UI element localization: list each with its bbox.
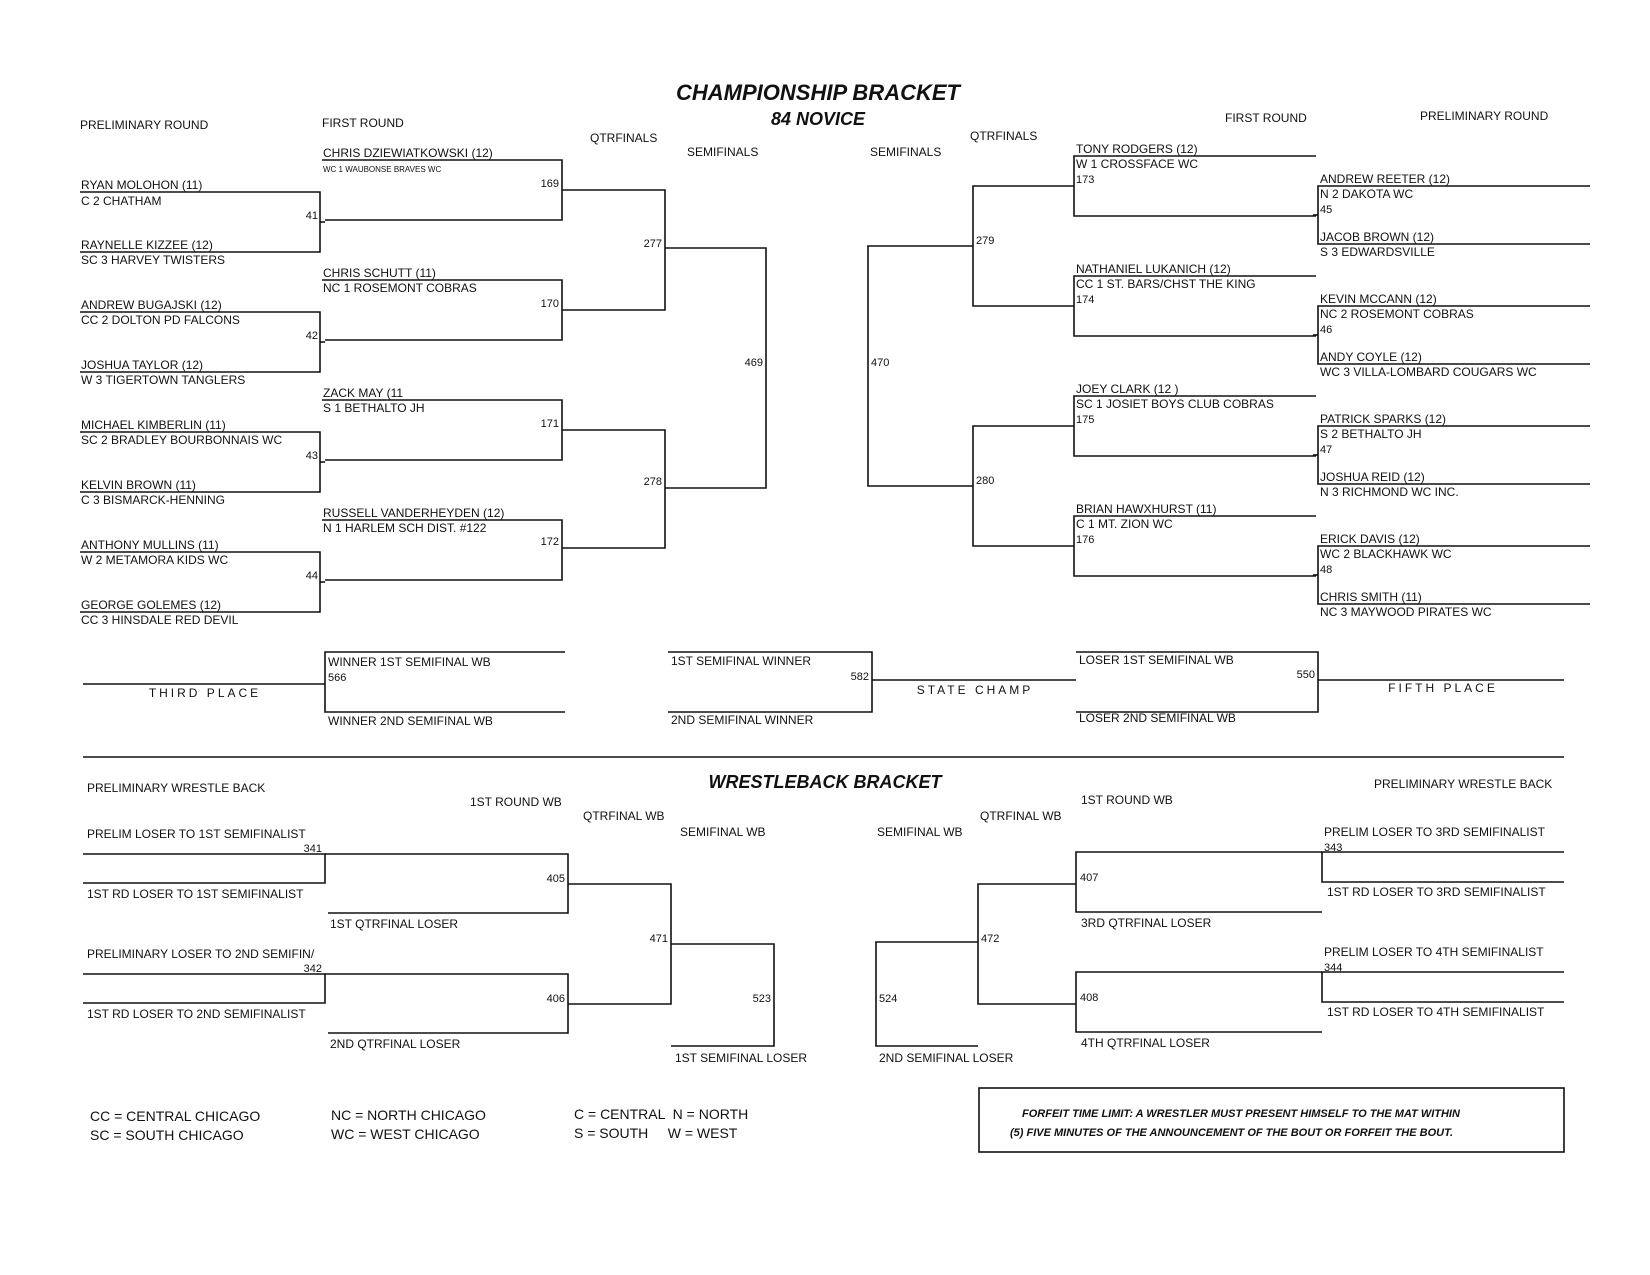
bout-number: 582 [850, 671, 869, 683]
bout-number: 44 [305, 570, 318, 582]
left-prelim [81, 178, 282, 627]
wb-entry: 1ST RD LOSER TO 1ST SEMIFINALIST [87, 887, 304, 901]
champ-top: 1ST SEMIFINAL WINNER [671, 654, 812, 668]
bout-number: 343 [1324, 842, 1343, 854]
wb-entry: PRELIMINARY LOSER TO 2ND SEMIFIN/ [87, 947, 315, 961]
wrestler-team: W 2 METAMORA KIDS WC [81, 553, 229, 567]
bracket-line [83, 974, 325, 1003]
wrestler-name: GEORGE GOLEMES (12) [81, 598, 222, 612]
wrestler-team: S 1 BETHALTO JH [323, 401, 425, 415]
wrestler-name: JACOB BROWN (12) [1320, 230, 1435, 244]
header-qtr-left: QTRFINALS [590, 131, 658, 145]
wrestler-name: ANTHONY MULLINS (11) [81, 538, 219, 552]
wrestler-team: C 1 MT. ZION WC [1076, 517, 1173, 531]
header-first-left: FIRST ROUND [322, 116, 404, 130]
header-wb-r1-right: 1ST ROUND WB [1081, 793, 1173, 807]
wrestler-name: ERICK DAVIS (12) [1320, 532, 1420, 546]
header-wb-prelim-left: PRELIMINARY WRESTLE BACK [87, 781, 266, 795]
bracket-line [325, 974, 568, 1033]
bracket-line [562, 190, 665, 310]
champ-bottom: 2ND SEMIFINAL WINNER [671, 713, 814, 727]
wrestler-team: W 3 TIGERTOWN TANGLERS [81, 373, 246, 387]
wrestler-name: CHRIS DZIEWIATKOWSKI (12) [323, 146, 493, 160]
bout-number: 175 [1076, 414, 1095, 426]
wb-entry: 1ST RD LOSER TO 2ND SEMIFINALIST [87, 1007, 306, 1021]
wrestler-name: PATRICK SPARKS (12) [1320, 412, 1447, 426]
bracket-line [1322, 852, 1564, 882]
header-semi-right: SEMIFINALS [870, 145, 942, 159]
qf-loser: 4TH QTRFINAL LOSER [1081, 1036, 1210, 1050]
wrestler-name: ANDREW BUGAJSKI (12) [81, 298, 222, 312]
bout-number: 47 [1320, 444, 1333, 456]
left-first-bouts [541, 178, 559, 548]
legend-sc: SC = SOUTH CHICAGO [90, 1127, 244, 1143]
wrestler-team: S 3 EDWARDSVILLE [1320, 245, 1435, 259]
header-wb-r1-left: 1ST ROUND WB [470, 795, 562, 809]
bout-number: 550 [1296, 669, 1315, 681]
bout-number: 279 [976, 235, 995, 247]
sf-loser: 1ST SEMIFINAL LOSER [675, 1051, 808, 1065]
wrestler-name: JOSHUA REID (12) [1320, 470, 1425, 484]
bracket-line [1076, 852, 1322, 912]
wrestler-team: NC 2 ROSEMONT COBRAS [1320, 307, 1474, 321]
third-bottom: WINNER 2ND SEMIFINAL WB [328, 714, 493, 728]
third-top: WINNER 1ST SEMIFINAL WB [328, 655, 491, 669]
third-place-label: THIRD PLACE [148, 686, 262, 700]
wrestler-team: S 2 BETHALTO JH [1320, 427, 1422, 441]
forfeit-line-1: FORFEIT TIME LIMIT: A WRESTLER MUST PRESENT HIMSELF TO THE MAT WITHIN [1022, 1108, 1460, 1120]
wb-entry: PRELIM LOSER TO 3RD SEMIFINALIST [1324, 825, 1545, 839]
legend-nc: NC = NORTH CHICAGO [331, 1107, 486, 1123]
wrestler-team: WC 2 BLACKHAWK WC [1320, 547, 1452, 561]
bout-number: 405 [546, 873, 565, 885]
bout-number: 471 [649, 933, 668, 945]
wrestler-name: MICHAEL KIMBERLIN (11) [81, 418, 226, 432]
bracket-line [83, 854, 325, 883]
bout-number: 173 [1076, 174, 1095, 186]
wrestler-name: BRIAN HAWXHURST (11) [1076, 502, 1217, 516]
bout-number: 278 [643, 476, 662, 488]
bout-number: 169 [540, 178, 559, 190]
bout-number: 46 [1320, 324, 1333, 336]
header-prelim-right: PRELIMINARY ROUND [1420, 109, 1549, 123]
wrestler-name: CHRIS SMITH (11) [1320, 590, 1422, 604]
legend-c-n: C = CENTRAL N = NORTH [574, 1106, 749, 1122]
wb-entry: PRELIM LOSER TO 4TH SEMIFINALIST [1324, 945, 1544, 959]
bout-number: 344 [1324, 962, 1343, 974]
state-champ-label: STATE CHAMP [916, 683, 1034, 697]
wb-entry: 1ST RD LOSER TO 4TH SEMIFINALIST [1327, 1005, 1545, 1019]
bout-number: 277 [643, 238, 662, 250]
legend-s-w: S = SOUTH W = WEST [574, 1125, 738, 1141]
legend-cc: CC = CENTRAL CHICAGO [90, 1108, 261, 1124]
right-prelim-bouts [1320, 204, 1332, 576]
wrestler-team: SC 3 HARVEY TWISTERS [81, 253, 226, 267]
bout-number: 176 [1076, 534, 1095, 546]
wrestler-team: W 1 CROSSFACE WC [1076, 157, 1199, 171]
right-first-bouts [1076, 174, 1094, 546]
wrestler-team: N 1 HARLEM SCH DIST. #122 [323, 521, 487, 535]
bout-number: 172 [540, 536, 559, 548]
bout-number: 566 [328, 672, 347, 684]
wrestler-team: C 2 CHATHAM [81, 194, 162, 208]
fifth-bottom: LOSER 2ND SEMIFINAL WB [1079, 711, 1236, 725]
bout-number: 406 [546, 993, 565, 1005]
qf-loser: 3RD QTRFINAL LOSER [1081, 916, 1212, 930]
bout-number: 43 [305, 450, 318, 462]
header-wb-sf-left: SEMIFINAL WB [680, 825, 766, 839]
bout-number: 41 [305, 210, 318, 222]
championship-title: CHAMPIONSHIP BRACKET [676, 80, 960, 105]
bout-number: 469 [744, 357, 763, 369]
bout-number: 341 [303, 843, 322, 855]
wrestler-name: JOEY CLARK (12 ) [1076, 382, 1179, 396]
wrestler-name: ANDY COYLE (12) [1320, 350, 1422, 364]
wrestler-name: ANDREW REETER (12) [1320, 172, 1451, 186]
bracket-line [1076, 972, 1322, 1032]
forfeit-box [979, 1088, 1564, 1152]
wrestler-team: WC 1 WAUBONSE BRAVES WC [323, 165, 442, 174]
bout-number: 523 [752, 993, 771, 1005]
wrestler-team: SC 1 JOSIET BOYS CLUB COBRAS [1076, 397, 1274, 411]
bout-number: 42 [305, 330, 318, 342]
forfeit-line-2: (5) FIVE MINUTES OF THE ANNOUNCEMENT OF THE BOUT OR FORFEIT THE BOUT. [1010, 1127, 1454, 1139]
wrestler-team: CC 1 ST. BARS/CHST THE KING [1076, 277, 1256, 291]
wrestler-name: TONY RODGERS (12) [1076, 142, 1198, 156]
bout-number: 408 [1080, 992, 1099, 1004]
qf-loser: 1ST QTRFINAL LOSER [330, 917, 459, 931]
header-wb-qf-left: QTRFINAL WB [583, 809, 665, 823]
wrestler-team: CC 2 DOLTON PD FALCONS [81, 313, 240, 327]
header-qtr-right: QTRFINALS [970, 129, 1038, 143]
fifth-top: LOSER 1ST SEMIFINAL WB [1079, 653, 1234, 667]
bout-number: 342 [303, 963, 322, 975]
wrestler-name: CHRIS SCHUTT (11) [323, 266, 436, 280]
wrestler-team: N 2 DAKOTA WC [1320, 187, 1414, 201]
wrestler-team: NC 3 MAYWOOD PIRATES WC [1320, 605, 1492, 619]
weight-class: 84 NOVICE [770, 109, 866, 129]
wrestler-name: RAYNELLE KIZZEE (12) [81, 238, 213, 252]
bracket-line [1322, 972, 1564, 1002]
wrestler-name: KEVIN MCCANN (12) [1320, 292, 1437, 306]
bout-number: 170 [540, 298, 559, 310]
legend-wc: WC = WEST CHICAGO [331, 1126, 480, 1142]
bout-number: 174 [1076, 294, 1095, 306]
wrestler-name: RUSSELL VANDERHEYDEN (12) [323, 506, 505, 520]
bout-number: 280 [976, 475, 995, 487]
wrestler-name: RYAN MOLOHON (11) [81, 178, 203, 192]
header-prelim-left: PRELIMINARY ROUND [80, 118, 209, 132]
wrestler-name: ZACK MAY (11 [323, 386, 404, 400]
wb-entry: PRELIM LOSER TO 1ST SEMIFINALIST [87, 827, 306, 841]
bout-number: 407 [1080, 872, 1099, 884]
bout-number: 171 [540, 418, 559, 430]
qf-loser: 2ND QTRFINAL LOSER [330, 1037, 461, 1051]
bout-number: 472 [981, 933, 1000, 945]
bout-number: 470 [871, 357, 890, 369]
left-prelim-bouts [306, 210, 318, 582]
wrestler-team: C 3 BISMARCK-HENNING [81, 493, 226, 507]
wrestler-team: WC 3 VILLA-LOMBARD COUGARS WC [1320, 365, 1537, 379]
header-wb-qf-right: QTRFINAL WB [980, 809, 1062, 823]
wrestler-team: NC 1 ROSEMONT COBRAS [323, 281, 477, 295]
sf-loser: 2ND SEMIFINAL LOSER [879, 1051, 1014, 1065]
right-prelim [1320, 172, 1537, 619]
bout-number: 45 [1320, 204, 1333, 216]
wrestler-team: SC 2 BRADLEY BOURBONNAIS WC [81, 433, 283, 447]
bout-number: 524 [879, 993, 898, 1005]
bracket-line [325, 854, 568, 913]
wb-entry: 1ST RD LOSER TO 3RD SEMIFINALIST [1327, 885, 1546, 899]
bracket-line [562, 430, 665, 548]
header-wb-prelim-right: PRELIMINARY WRESTLE BACK [1374, 777, 1553, 791]
header-first-right: FIRST ROUND [1225, 111, 1307, 125]
wrestler-name: KELVIN BROWN (11) [81, 478, 196, 492]
wrestler-name: JOSHUA TAYLOR (12) [81, 358, 204, 372]
wrestler-team: N 3 RICHMOND WC INC. [1320, 485, 1459, 499]
header-semi-left: SEMIFINALS [687, 145, 759, 159]
wrestleback-title: WRESTLEBACK BRACKET [708, 772, 942, 792]
fifth-place-label: FIFTH PLACE [1388, 681, 1498, 695]
wrestler-team: CC 3 HINSDALE RED DEVIL [81, 613, 239, 627]
wrestler-name: NATHANIEL LUKANICH (12) [1076, 262, 1231, 276]
header-wb-sf-right: SEMIFINAL WB [877, 825, 963, 839]
bout-number: 48 [1320, 564, 1333, 576]
